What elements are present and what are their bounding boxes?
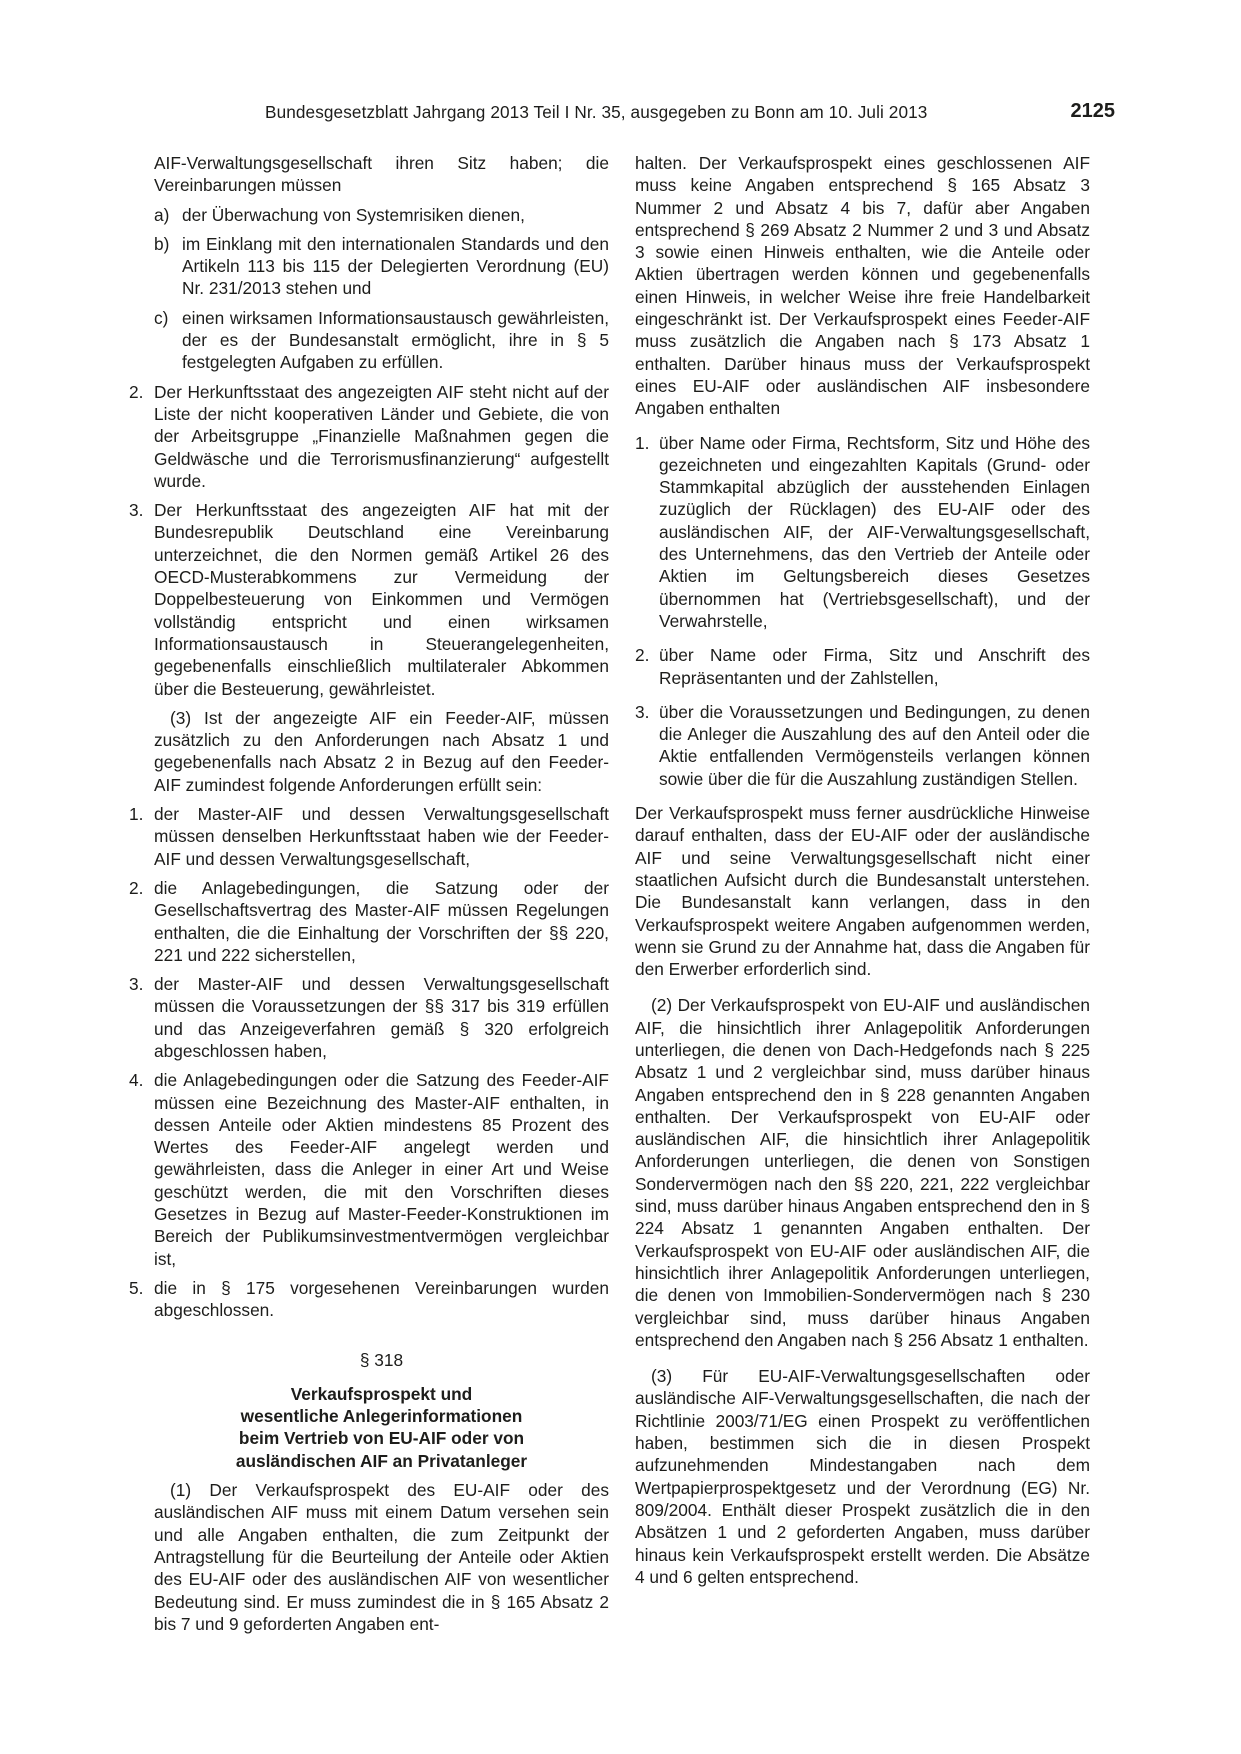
list-item-text: Der Herkunftsstaat des angezeigten AIF steht nicht auf der Liste der nicht kooperativen Länder und Gebiete, die von der Arbeitsgruppe „Finanzielle Maßnahmen gegen die Geldwäsche und die Terrorismusfinanzierung“ aufgestellt wurde. [154, 381, 609, 491]
section-number: § 318 [359, 1349, 404, 1370]
section-title-line: Verkaufsprospekt und [290, 1383, 473, 1404]
section-title [154, 1383, 609, 1472]
list-item-text: im Einklang mit den internationalen Standards und den Artikeln 113 bis 115 der Delegierten Verordnung (EU) Nr. 231/2013 stehen und [182, 233, 609, 299]
paragraph-2: (2) Der Verkaufsprospekt von EU-AIF und ausländischen AIF, die hinsichtlich ihrer Anlagepolitik Anforderungen unterliegen, die denen von Dach-Hedgefonds nach § 225 Absatz 1 und 2 vergleichbar sind, muss darüber hinaus Angaben entsprechend den in § 228 genannten Angaben enthalten. Der Verkaufsprospekt von EU-AIF oder ausländischen AIF, die hinsichtlich ihrer Anlagepolitik Anforderungen unterliegen, die denen von Sonstigen Sondervermögen nach den §§ 220, 221, 222 vergleichbar sind, muss darüber hinaus Angaben entsprechend den in § 224 Absatz 1 genannten Angaben enthalten. Der Verkaufsprospekt von EU-AIF oder ausländischen AIF, die hinsichtlich ihrer Anlagepolitik Anforderungen unterliegen, die denen von Immobilien-Sondervermögen nach § 230 vergleichbar sind, muss darüber hinaus Angaben entsprechend den Angaben nach § 256 Absatz 1 enthalten. [635, 995, 1090, 1350]
paragraph-1: (1) Der Verkaufsprospekt des EU-AIF oder des ausländischen AIF muss mit einem Datum versehen sein und alle Angaben enthalten, die zum Zeitpunkt der Antragstellung für die Beurteilung der Anteile oder Aktien des EU-AIF oder des ausländischen AIF von wesentlicher Bedeutung sind. Er muss zumindest die in § 165 Absatz 2 bis 7 und 9 geforderten Angaben ent- [154, 1480, 609, 1634]
page-number: 2125 [1070, 100, 1115, 122]
section-title-line: beim Vertrieb von EU-AIF oder von [238, 1428, 525, 1449]
list-item-text: über die Voraussetzungen und Bedingungen, zu denen die Anleger die Auszahlung des auf den Anteil oder die Aktie entfallenden Vermögensteils verlangen können sowie über die für die Auszahlung zuständigen Stellen. [659, 701, 1090, 789]
section-title-line: ausländischen AIF an Privatanleger [235, 1450, 528, 1471]
requirement-item-1 [129, 803, 609, 870]
list-item-text: die Anlagebedingungen oder die Satzung des Feeder-AIF müssen eine Bezeichnung des Master-AIF enthalten, in dessen Anteile oder Aktien mindestens 85 Prozent des Wertes des Feeder-AIF angelegt werden und gewährleisten, dass die Anleger in einer Art und Weise geschützt werden, die mit den Vorschriften dieses Gesetzes in Bezug auf Master-Feeder-Konstruktionen im Bereich der Publikumsinvestmentvermögen vergleichbar ist, [154, 1070, 609, 1269]
list-item-text: der Überwachung von Systemrisiken dienen, [182, 204, 525, 225]
running-header [265, 100, 1115, 126]
list-marker: 2. [129, 877, 144, 898]
list-item-text: Der Herkunftsstaat des angezeigten AIF hat mit der Bundesrepublik Deutschland eine Vereinbarung unterzeichnet, die den Normen gemäß Artikel 26 des OECD-Musterabkommens zur Vermeidung der Doppelbesteuerung von Einkommen und Vermögen vollständig entspricht und einen wirksamen Informationsaustausch in Steuerangelegenheiten, gegebenenfalls einschließlich multilateraler Abkommen über die Besteuerung, gewährleistet. [154, 500, 609, 699]
requirement-item-4 [129, 1069, 609, 1270]
list-item-2 [129, 381, 609, 492]
list-item-3 [129, 499, 609, 700]
list-marker: 4. [129, 1070, 144, 1091]
left-column [129, 152, 609, 1635]
content-item-3 [635, 701, 1090, 790]
content-item-1 [635, 432, 1090, 633]
list-item-text: der Master-AIF und dessen Verwaltungsgesellschaft müssen denselben Herkunftsstaat haben wie der Feeder-AIF und dessen Verwaltungsgesellschaft, [154, 804, 609, 869]
list-marker: 3. [635, 701, 650, 722]
paragraph-3-right: (3) Für EU-AIF-Verwaltungsgesellschaften oder ausländische AIF-Verwaltungsgesellschaften, die nach der Richtlinie 2003/71/EG einen Prospekt zu veröffentlichen haben, bestimmen sich die in diesen Prospekt aufzunehmenden Mindestangaben nach dem Wertpapierprospektgesetz und der Verordnung (EG) Nr. 809/2004. Enthält dieser Prospekt zusätzlich die in den Absätzen 1 und 2 geforderten Angaben, muss darüber hinaus kein Verkaufsprospekt erstellt werden. Die Absätze 4 und 6 gelten entsprechend. [635, 1366, 1090, 1587]
list-marker: 5. [129, 1277, 144, 1298]
notice-paragraph: Der Verkaufsprospekt muss ferner ausdrückliche Hinweise darauf enthalten, dass der EU-AIF oder der ausländische AIF und seine Verwaltungsgesellschaft nicht einer staatlichen Aufsicht durch die Bundesanstalt unterstehen. Die Bundesanstalt kann verlangen, dass in den Verkaufsprospekt weitere Angaben aufgenommen werden, wenn sie Grund zu der Annahme hat, dass die Angaben für den Erwerber erforderlich sind. [635, 803, 1090, 980]
list-marker: 3. [129, 974, 144, 995]
running-title: Bundesgesetzblatt Jahrgang 2013 Teil I Nr. 35, ausgegeben zu Bonn am 10. Juli 2013 [265, 102, 928, 122]
list-item-b [154, 233, 609, 300]
requirement-item-2 [129, 877, 609, 966]
list-marker: 1. [635, 432, 650, 453]
list-item-text: die Anlagebedingungen, die Satzung oder der Gesellschaftsvertrag des Master-AIF müssen Regelungen enthalten, die die Einhaltung der Vorschriften der §§ 220, 221 und 222 sicherstellen, [154, 877, 609, 965]
list-item-text: über Name oder Firma, Rechtsform, Sitz und Höhe des gezeichneten und eingezahlten Kapitals (Grund- oder Stammkapital abzüglich der ausstehenden Einlagen zuzüglich der Rücklagen) des EU-AIF oder des ausländischen AIF, der AIF-Verwaltungsgesellschaft, des Unternehmens, das den Vertrieb der Anteile oder Aktien im Geltungsbereich dieses Gesetzes übernommen hat (Vertriebsgesellschaft), und der Verwahrstelle, [659, 432, 1090, 631]
list-item-text: der Master-AIF und dessen Verwaltungsgesellschaft müssen die Voraussetzungen der §§ 317 bis 319 erfüllen und das Anzeigeverfahren gemäß § 320 erfolgreich abgeschlossen haben, [154, 974, 609, 1061]
list-marker: 3. [129, 500, 144, 521]
right-column [635, 152, 1090, 1588]
list-marker: 2. [635, 645, 650, 666]
list-item-text: über Name oder Firma, Sitz und Anschrift des Repräsentanten und der Zahlstellen, [659, 645, 1090, 688]
list-marker: 2. [129, 381, 144, 402]
list-marker: a) [154, 204, 170, 225]
requirement-item-5 [129, 1277, 609, 1322]
list-marker: c) [154, 307, 169, 328]
paragraph-3: (3) Ist der angezeigte AIF ein Feeder-AIF, müssen zusätzlich zu den Anforderungen nach Absatz 1 und gegebenenfalls nach Absatz 2 in Bezug auf den Feeder-AIF zumindest folgende Anforderungen erfüllt sein: [154, 707, 609, 795]
list-marker: 1. [129, 804, 144, 825]
list-marker: b) [154, 233, 170, 254]
section-title-line: wesentliche Anlegerinformationen [240, 1406, 523, 1427]
list-item-text: einen wirksamen Informationsaustausch gewährleisten, der es der Bundesanstalt ermöglicht, ihre in § 5 festgelegten Aufgaben zu erfüllen. [182, 307, 609, 373]
intro-paragraph: AIF-Verwaltungsgesellschaft ihren Sitz haben; die Vereinbarungen müssen [154, 153, 609, 196]
list-item-c [154, 307, 609, 374]
list-item-a [154, 204, 609, 226]
content-item-2 [635, 644, 1090, 689]
continuation-paragraph: halten. Der Verkaufsprospekt eines geschlossenen AIF muss keine Angaben entsprechend § 165 Absatz 3 Nummer 2 und Absatz 4 bis 7, dafür aber Angaben entsprechend § 269 Absatz 2 Nummer 2 und 3 und Absatz 3 sowie einen Hinweis enthalten, wie die Anteile oder Aktien übertragen werden können und gegebenenfalls einen Hinweis, in welcher Weise ihre freie Handelbarkeit eingeschränkt ist. Der Verkaufsprospekt eines Feeder-AIF muss zusätzlich die Angaben nach § 173 Absatz 1 enthalten. Darüber hinaus muss der Verkaufsprospekt eines EU-AIF oder ausländischen AIF insbesondere Angaben enthalten [635, 153, 1090, 419]
list-item-text: die in § 175 vorgesehenen Vereinbarungen wurden abgeschlossen. [154, 1277, 609, 1321]
requirement-item-3 [129, 973, 609, 1062]
